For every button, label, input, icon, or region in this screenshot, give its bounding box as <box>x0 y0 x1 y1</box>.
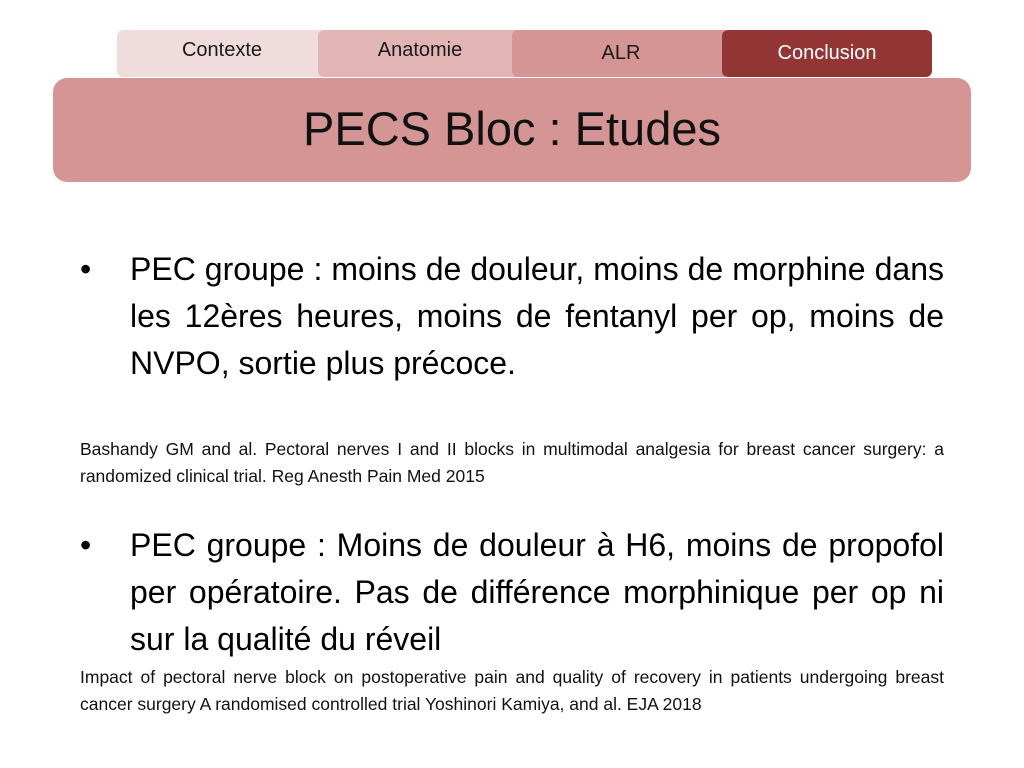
bullet-item <box>80 522 944 663</box>
tab-label: Contexte <box>181 39 263 61</box>
tab-anatomie[interactable] <box>318 30 522 77</box>
tab-label: Anatomie <box>377 39 463 61</box>
bullet-text: PEC groupe : moins de douleur, moins de morphine dans les 12ères heures, moins de fentanyl per op, moins de NVPO, sortie plus précoce. <box>130 251 944 381</box>
tab-conclusion[interactable] <box>722 30 932 77</box>
bullet-item <box>80 246 944 387</box>
bullet-text: PEC groupe : Moins de douleur à H6, moins de propofol per opératoire. Pas de différence morphinique per op ni sur la qualité du réveil <box>130 527 944 657</box>
tab-label: Conclusion <box>777 42 877 64</box>
tab-contexte[interactable] <box>117 30 327 77</box>
bullet-marker: • <box>80 527 92 563</box>
bullet-marker: • <box>80 251 92 287</box>
title-banner <box>53 78 971 182</box>
reference-citation: Bashandy GM and al. Pectoral nerves I and II blocks in multimodal analgesia for breast cancer surgery: a randomized clinical trial. Reg Anesth Pain Med 2015 <box>80 439 944 486</box>
reference-citation: Impact of pectoral nerve block on postoperative pain and quality of recovery in patients undergoing breast cancer surgery A randomised controlled trial Yoshinori Kamiya, and al. EJA 2018 <box>80 667 944 714</box>
tab-alr[interactable] <box>512 30 730 77</box>
tab-label: ALR <box>601 42 641 64</box>
slide-title: PECS Bloc : Etudes <box>303 101 721 155</box>
